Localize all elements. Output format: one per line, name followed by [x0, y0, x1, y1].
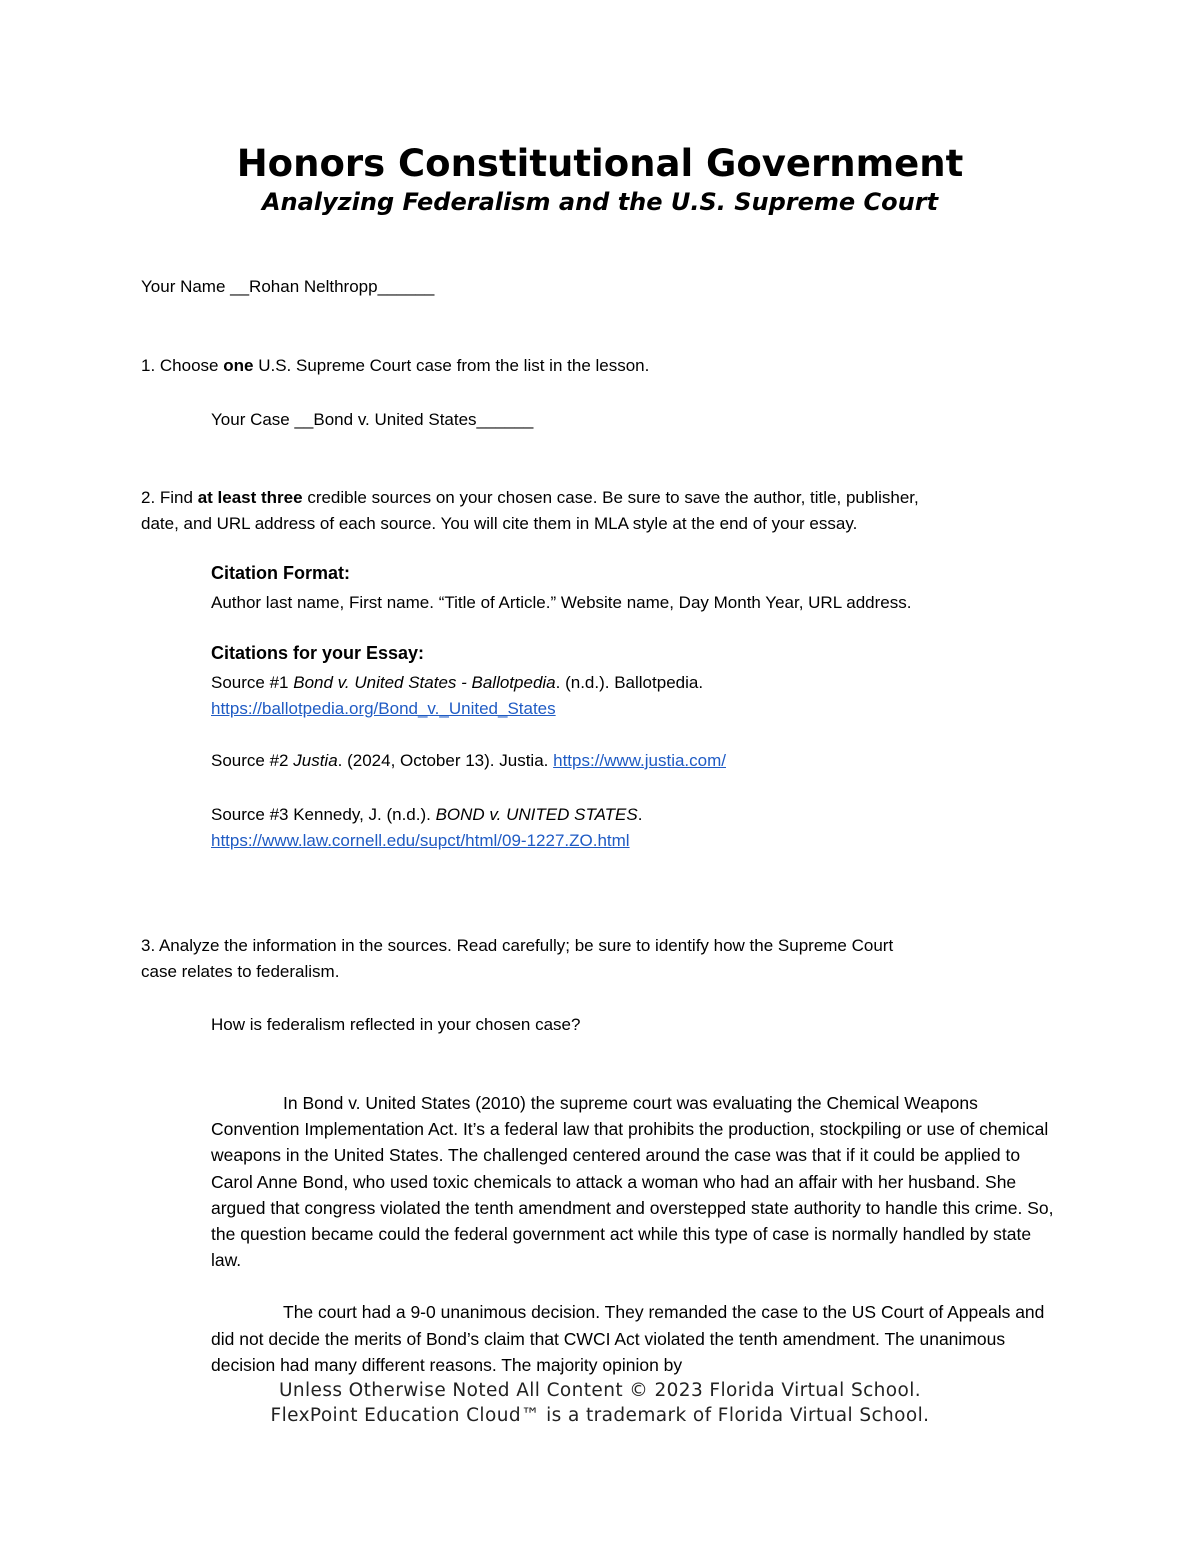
footer-trademark: FlexPoint Education Cloud™ is a trademark of Florida Virtual School.: [270, 1405, 930, 1426]
question-2-prefix: 2. Find: [141, 488, 198, 507]
case-line: Your Case __Bond v. United States______: [211, 410, 534, 429]
essay-body: [211, 1090, 1061, 1378]
essay-paragraph-2: The court had a 9-0 unanimous decision. They remanded the case to the US Court of Appeals and did not decide the merits of Bond’s claim that CWCI Act violated the tenth amendment. The unanimous decision had many different reasons. The majority opinion by: [211, 1302, 1045, 1375]
source-3-url-line: [211, 828, 630, 854]
source-3-title: BOND v. UNITED STATES: [435, 805, 638, 824]
question-1-suffix: U.S. Supreme Court case from the list in the lesson.: [253, 356, 650, 375]
source-3-link[interactable]: https://www.law.cornell.edu/supct/html/09-1227.ZO.html: [211, 831, 630, 850]
essay-paragraph-1: In Bond v. United States (2010) the supreme court was evaluating the Chemical Weapons Convention Implementation Act. It’s a federal law that prohibits the production, stockpiling or use of chemical weapons in the United States. The challenged centered around the case was that if it could be applied to Carol Anne Bond, who used toxic chemicals to attack a woman who had an affair with her husband. She argued that congress violated the tenth amendment and overstepped state authority to handle this crime. So, the question became could the federal government act while this type of case is normally handled by state law.: [211, 1093, 1054, 1271]
page-title: Honors Constitutional Government: [236, 142, 964, 185]
source-1-citation: [211, 670, 703, 696]
citations-heading: Citations for your Essay:: [211, 643, 425, 663]
source-1-label: Source #1: [211, 673, 294, 692]
question-3-line-1: 3. Analyze the information in the sources. Read carefully; be sure to identify how the Supreme Court: [141, 936, 894, 955]
student-name-line: Your Name __Rohan Nelthropp______: [141, 277, 435, 296]
page-subtitle: Analyzing Federalism and the U.S. Supreme Court: [261, 188, 939, 216]
question-2-line-1: [141, 485, 919, 511]
source-1-link[interactable]: https://ballotpedia.org/Bond_v._United_States: [211, 699, 556, 718]
citation-format-text: Author last name, First name. “Title of Article.” Website name, Day Month Year, URL address.: [211, 593, 912, 612]
source-3-label: Source #3 Kennedy, J. (n.d.).: [211, 805, 436, 824]
question-2-emphasis: at least three: [197, 488, 303, 507]
source-1-title: Bond v. United States - Ballotpedia: [293, 673, 556, 692]
source-1-details: . (n.d.). Ballotpedia.: [555, 673, 704, 692]
question-1-emphasis: one: [223, 356, 254, 375]
question-3-line-2: case relates to federalism.: [141, 962, 340, 981]
question-2-line-2: date, and URL address of each source. You will cite them in MLA style at the end of your essay.: [141, 514, 858, 533]
citation-format-heading: Citation Format:: [211, 563, 350, 583]
source-3-details: .: [637, 805, 643, 824]
question-1-prefix: 1. Choose: [141, 356, 224, 375]
source-3-citation: [211, 802, 642, 828]
question-1: [141, 353, 649, 379]
source-1-url-line: [211, 696, 556, 722]
source-2-title: Justia: [293, 751, 338, 770]
source-2-link[interactable]: https://www.justia.com/: [553, 751, 726, 770]
question-3-prompt: How is federalism reflected in your chosen case?: [211, 1015, 581, 1034]
source-2-details: . (2024, October 13). Justia.: [337, 751, 554, 770]
source-2-label: Source #2: [211, 751, 294, 770]
question-2-suffix: credible sources on your chosen case. Be sure to save the author, title, publisher,: [302, 488, 919, 507]
footer-copyright: Unless Otherwise Noted All Content © 2023 Florida Virtual School.: [278, 1380, 922, 1401]
source-2-citation: [211, 748, 726, 774]
